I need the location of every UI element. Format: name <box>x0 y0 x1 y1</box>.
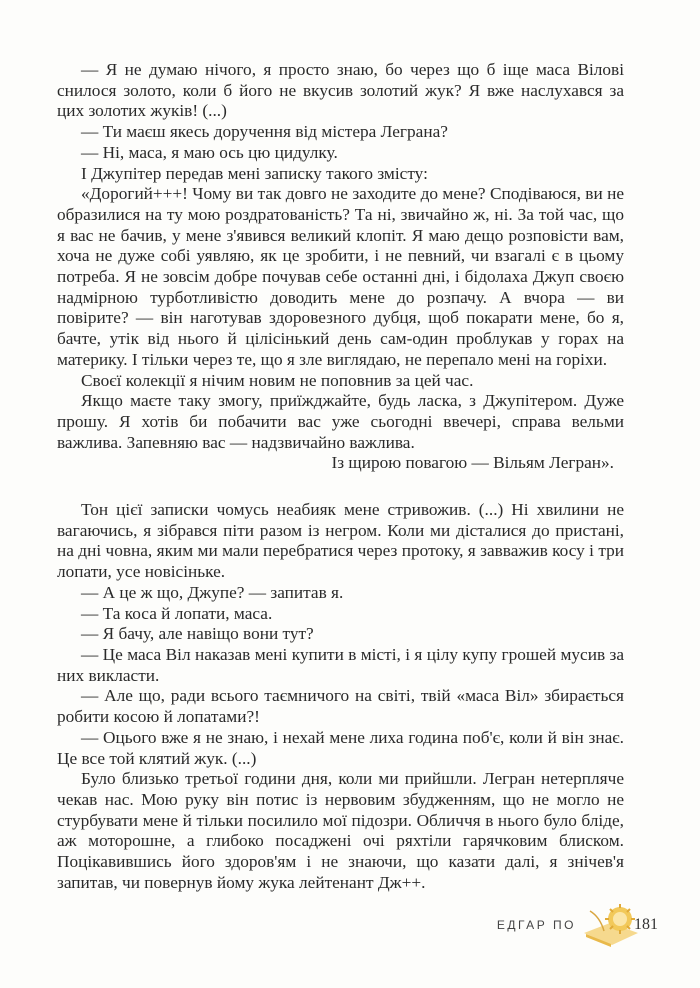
dialogue-line: — Та коса й лопати, маса. <box>81 603 273 623</box>
page-footer <box>497 903 658 947</box>
section-gap <box>57 474 624 500</box>
dialogue-line: — Я бачу, але навіщо вони тут? <box>81 624 314 644</box>
paragraph: Було близько третьої години дня, коли ми прийшли. Легран нетерпляче чекав нас. Мою руку він потис із нервовим збудженням, що не могло не стурбувати мене й тільки посилило мої підозри. Обличчя в нього було бліде, аж моторошне, а глибоко посаджені очі ряхтіли гарячковим блиском. Поцікавившись його здоров'ям і не знаючи, що казати далі, я знічев'я запитав, чи повернув йому жука лейтенант Дж++. <box>57 769 624 892</box>
paragraph: — Ні, маса, я маю ось цю цидулку. <box>81 142 338 162</box>
page-body <box>57 60 624 893</box>
running-head: ЕДГАР ПО <box>496 918 576 932</box>
paragraph: — Я не думаю нічого, я просто знаю, бо через що б іще маса Вілові снилося золото, коли б його не вкусив золотий жук? Я вже наслухався за цих золотих жуків! (...) <box>57 60 624 121</box>
dialogue-line: — Оцього вже я не знаю, і нехай мене лиха година поб'є, коли й він знає. Це все той клятий жук. (...) <box>57 727 624 768</box>
letter-paragraph: Якщо маєте таку змогу, приїжджайте, будь ласка, з Джупітером. Дуже прошу. Я хотів би побачити вас уже сьогодні ввечері, справа вельми важлива. Запевняю вас — надзвичайно важлива. <box>57 391 624 452</box>
paragraph: І Джупітер передав мені записку такого змісту: <box>81 163 428 183</box>
letter-paragraph: Своєї колекції я нічим новим не поповнив за цей час. <box>81 370 474 390</box>
letter-paragraph: «Дорогий+++! Чому ви так довго не заходите до мене? Сподіваюся, ви не образилися на ту мою роздратованість? Та ні, звичайно ж, ні. За той час, що я вас не бачив, у мене з'явився великий клопіт. Я маю дещо розповісти вам, хоча не дуже собі уявляю, як це зробити, і не певний, чи взагалі є в цьому потреба. Я не зовсім добре почував себе останні дні, і бідолаха Джуп своєю надмірною турботливістю доводить мене до розпачу. А вчора — ви повірите? — він наготував здоровезного дубця, щоб покарати мене, бо я, бачте, утік від нього й цілісінький день сам-один проблукав у горах на материку. І тільки через те, що я зле виглядаю, не перепало мені на горіхи. <box>57 184 624 369</box>
book-quill-emblem-icon <box>580 903 642 947</box>
dialogue-line: — А це ж що, Джупе? — запитав я. <box>81 582 344 602</box>
dialogue-line: — Але що, ради всього таємничого на світі, твій «маса Віл» збирається робити косою й лопатами?! <box>57 686 624 727</box>
page-number: 181 <box>634 916 658 933</box>
paragraph: Тон цієї записки чомусь неабияк мене стривожив. (...) Ні хвилини не вагаючись, я зібрався піти разом із негром. Коли ми дісталися до пристані, на дні човна, яким ми мали перебратися через протоку, я завважив косу і три лопати, усе новісіньке. <box>57 500 624 582</box>
letter-signature: Із щирою повагою — Вільям Легран». <box>331 453 614 473</box>
paragraph: — Ти маєш якесь доручення від містера Леграна? <box>81 122 448 142</box>
dialogue-line: — Це маса Віл наказав мені купити в місті, і я цілу купу грошей мусив за них викласти. <box>57 644 624 685</box>
